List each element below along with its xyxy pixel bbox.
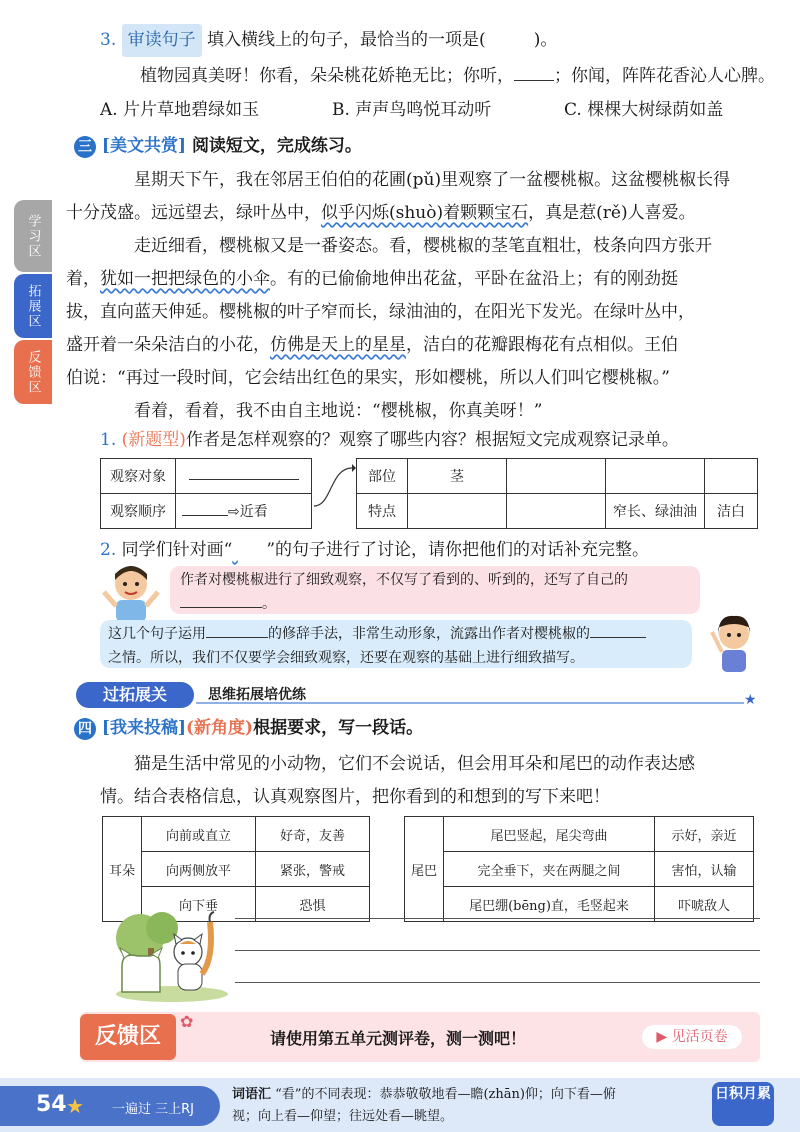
star-mascot-icon: ★ <box>66 1094 84 1118</box>
connector-arrow <box>312 458 356 524</box>
writing-line[interactable] <box>235 982 760 983</box>
see-loose-leaf-label: 见活页卷 <box>671 1029 728 1045</box>
q3-prompt-line <box>100 24 557 57</box>
passage-text: 星期天下午，我在邻居王伯伯的花圃(pǔ)里观察了一盆樱桃椒。这盆樱桃椒长得 <box>134 170 731 190</box>
passage-paragraph-1 <box>66 164 770 230</box>
q1-prompt <box>100 424 679 457</box>
passage-text: 拔，直向蓝天伸延。樱桃椒的叶子窄而长，绿油油的，在阳光下发光。在绿叶丛中， <box>66 302 695 322</box>
section4-intro-line: 情。结合表格信息，认真观察图片，把你看到的和想到的写下来吧！ <box>100 787 610 807</box>
section4-intro-line: 猫是生活中常见的小动物，它们不会说话，但会用耳朵和尾巴的动作表达感 <box>134 754 695 774</box>
bubble-boy-text: 作者对樱桃椒进行了细致观察，不仅写了看到的、听到的，还写了自己的 <box>180 572 628 588</box>
ear-action: 向前或直立 <box>142 817 256 852</box>
tail-action: 尾巴竖起，尾尖弯曲 <box>444 817 655 852</box>
section4-header <box>74 712 423 745</box>
q2-text-a: 同学们针对画“ <box>121 540 233 560</box>
tail-meaning: 害怕，认输 <box>655 852 754 887</box>
wavy-underlined-sentence: 仿佛是天上的星星 <box>270 335 406 355</box>
arrow-right-icon: ⇨ <box>228 504 240 520</box>
tail-meaning: 吓唬敌人 <box>655 887 754 922</box>
section4-tag2: (新角度) <box>186 718 254 738</box>
q3-option-c[interactable]: C. 棵棵大树绿荫如盖 <box>564 100 724 120</box>
q3-option-b[interactable]: B. 声声鸟鸣悦耳动听 <box>332 100 492 120</box>
ear-meaning: 好奇，友善 <box>256 817 370 852</box>
obs-object-label: 观察对象 <box>101 459 176 494</box>
wavy-line-sample <box>232 534 266 567</box>
q1-number: 1. <box>100 430 117 450</box>
section3-title: 阅读短文，完成练习。 <box>191 136 362 156</box>
q3-sentence-blank <box>514 80 554 81</box>
vocab-text: 视；向上看—仰望；往远处看—眺望。 <box>232 1109 454 1124</box>
page-number: 54 <box>36 1092 67 1117</box>
q3-number: 3. <box>100 30 117 50</box>
passage-text: 走近细看，樱桃椒又是一番姿态。看，樱桃椒的茎笔直粗壮，枝条向四方张开 <box>134 236 712 256</box>
bubble-girl-text: 的修辞手法，非常生动形象，流露出作者对樱桃椒的 <box>268 626 590 642</box>
feature-leaf: 窄长、绿油油 <box>606 494 705 529</box>
passage-text: 十分茂盛。远远望去，绿叶丛中， <box>66 203 321 223</box>
bubble-girl-text: 这几个句子运用 <box>108 626 206 642</box>
q2-text-b: ”的句子进行了讨论，请你把他们的对话补充完整。 <box>266 540 650 560</box>
q3-option-a[interactable]: A. 片片草地碧绿如玉 <box>100 100 260 120</box>
q2-prompt <box>100 534 649 567</box>
ear-action: 向两侧放平 <box>142 852 256 887</box>
wavy-underlined-sentence: 似乎闪烁(shuò)着颗颗宝石 <box>321 203 529 223</box>
section3-number: 三 <box>74 136 96 158</box>
tail-meaning: 示好，亲近 <box>655 817 754 852</box>
q1-text: 作者是怎样观察的？观察了哪些内容？根据短文完成观察记录单。 <box>185 430 679 450</box>
mascot-icon: ✿ <box>180 1012 194 1031</box>
bubble-boy <box>170 566 700 614</box>
side-tab-feedback[interactable]: 反馈区 <box>14 340 52 404</box>
passage-text: 伯说：“再过一段时间，它会结出红色的果实，形如樱桃，所以人们叫它樱桃椒。” <box>66 368 670 388</box>
writing-line[interactable] <box>235 950 760 951</box>
part-stem: 茎 <box>408 459 507 494</box>
extension-banner <box>76 680 758 710</box>
q3-prompt: 填入横线上的句子，最恰当的一项是( <box>207 30 486 50</box>
writing-line[interactable] <box>235 918 760 919</box>
passage-text: 盛开着一朵朵洁白的小花， <box>66 335 270 355</box>
see-loose-leaf-button[interactable] <box>642 1025 742 1049</box>
side-tab-extend[interactable]: 拓展区 <box>14 274 52 338</box>
bubble-boy-end: 。 <box>262 596 276 612</box>
vocab-label: 词语汇 <box>232 1087 272 1102</box>
part-blank-1[interactable] <box>507 459 606 494</box>
vocab-text: “看”的不同表现：恭恭敬敬地看—瞻(zhān)仰；向下看—俯 <box>275 1087 616 1102</box>
section3-tag: [美文共赏] <box>101 136 187 156</box>
ear-meaning: 恐惧 <box>256 887 370 922</box>
q2-number: 2. <box>100 540 117 560</box>
obs-object-cell[interactable] <box>176 459 312 494</box>
q3-tag: 审读句子 <box>122 24 202 57</box>
feedback-text: 请使用第五单元测评卷，测一测吧！ <box>270 1029 527 1048</box>
section4-number: 四 <box>74 718 96 740</box>
bubble-boy-blank[interactable] <box>180 607 262 608</box>
section3-header <box>74 130 362 163</box>
passage-text: 着， <box>66 269 100 289</box>
girl-avatar <box>704 612 764 674</box>
wavy-underlined-sentence: 犹如一把把绿色的小伞 <box>100 269 270 289</box>
ear-label: 耳朵 <box>103 817 142 922</box>
passage-paragraph-3: 看着，看着，我不由自主地说：“樱桃椒，你真美呀！” <box>134 401 543 421</box>
feedback-title: 反馈区 <box>80 1014 176 1060</box>
passage-text: ，洁白的花瓣跟梅花有点相似。王伯 <box>406 335 678 355</box>
tail-action: 尾巴绷(bēng)直，毛竖起来 <box>444 887 655 922</box>
q3-sentence-part-b: ；你闻，阵阵花香沁人心脾。 <box>554 66 775 86</box>
feedback-bar <box>80 1012 760 1062</box>
bubble-girl <box>100 620 692 668</box>
obs-order-label: 观察顺序 <box>101 494 176 529</box>
feature-blank-1[interactable] <box>408 494 507 529</box>
section4-title: 根据要求，写一段话。 <box>253 718 424 738</box>
feature-label: 特点 <box>357 494 408 529</box>
footer-left <box>0 1086 220 1126</box>
brand: 一遍过 三上RJ <box>112 1102 194 1117</box>
bubble-girl-blank-1[interactable] <box>206 637 268 638</box>
observation-table-right <box>356 458 758 529</box>
ear-table <box>102 816 370 922</box>
ear-meaning: 紧张，警戒 <box>256 852 370 887</box>
banner-title: 过拓展关 <box>76 682 194 708</box>
bubble-girl-text: 之情。所以，我们不仅要学会细致观察，还要在观察的基础上进行细致描写。 <box>108 650 584 666</box>
observation-table-left <box>100 458 312 529</box>
daily-accumulation-badge: 日积月累 <box>712 1082 774 1126</box>
boy-avatar <box>96 562 166 622</box>
tail-label: 尾巴 <box>405 817 444 922</box>
q3-sentence-part-a: 植物园真美呀！你看，朵朵桃花娇艳无比；你听， <box>140 66 514 86</box>
section4-intro <box>100 748 770 814</box>
feature-flower: 洁白 <box>705 494 758 529</box>
passage-paragraph-2 <box>66 230 770 395</box>
q3-prompt-end: )。 <box>533 30 558 50</box>
vocab-note <box>232 1084 702 1128</box>
banner-subtitle: 思维拓展培优练 <box>208 687 306 703</box>
part-blank-3[interactable] <box>705 459 758 494</box>
ear-action: 向下垂 <box>142 887 256 922</box>
obs-order-cell[interactable] <box>176 494 312 529</box>
obs-order-end: 近看 <box>239 504 268 520</box>
passage-text: 。有的已偷偷地伸出花盆，平卧在盆沿上；有的刚劲挺 <box>270 269 678 289</box>
q1-tag: (新题型) <box>121 430 186 450</box>
banner-line <box>196 702 744 704</box>
star-icon: ★ <box>744 692 757 708</box>
part-blank-2[interactable] <box>606 459 705 494</box>
passage-text: ，真是惹(rě)人喜爱。 <box>528 203 696 223</box>
q3-sentence <box>140 60 775 93</box>
q3-options <box>100 94 780 127</box>
feature-blank-2[interactable] <box>507 494 606 529</box>
footer <box>0 1078 800 1132</box>
bubble-girl-blank-2[interactable] <box>590 637 646 638</box>
part-label: 部位 <box>357 459 408 494</box>
side-tab-study[interactable]: 学习区 <box>14 200 52 272</box>
tail-table <box>404 816 754 922</box>
passage <box>66 164 770 428</box>
tail-action: 完全垂下，夹在两腿之间 <box>444 852 655 887</box>
section4-tag: [我来投稿] <box>101 718 187 738</box>
play-icon: ▶ <box>656 1029 668 1045</box>
cat-illustration <box>110 908 230 1003</box>
